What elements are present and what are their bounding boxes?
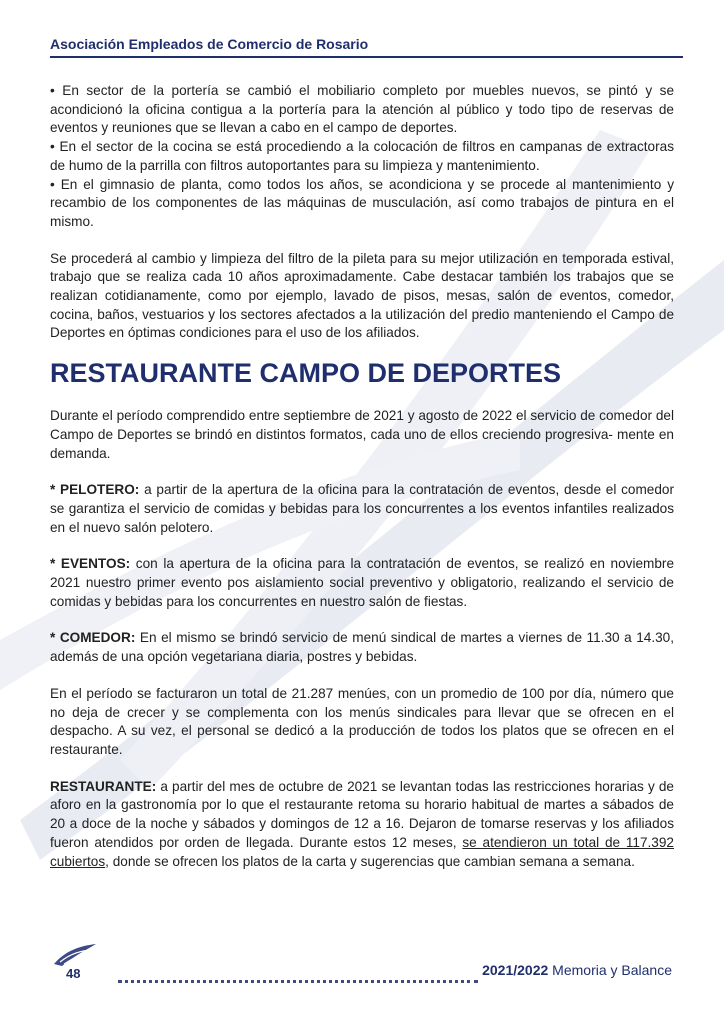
restaurante-underlined-text: se atendieron un total de 117.392 cubiertos bbox=[50, 834, 674, 869]
restaurante-label: RESTAURANTE: bbox=[50, 778, 157, 794]
page-number: 48 bbox=[66, 966, 81, 981]
comedor-paragraph bbox=[50, 629, 674, 666]
footer-label bbox=[482, 962, 672, 978]
restaurante-paragraph bbox=[50, 778, 674, 872]
eventos-text: con la apertura de la oficina para la contratación de eventos, se realizó en noviembre 2021 nuestro primer evento pos aislamiento social preventivo y obligatorio, realizando el servicio de comidas y bebidas para los concurrentes en nuestro salón de fiestas. bbox=[50, 556, 675, 609]
bullet-paragraph: • En sector de la portería se cambió el mobiliario completo por muebles nuevos, se pintó y se acondicionó la oficina contigua a la portería para la atención al público y todo tipo de reservas de eventos y reuniones que se llevan a cabo en el campo de deportes. bbox=[50, 83, 674, 136]
pelotero-text: a partir de la apertura de la oficina para la contratación de eventos, desde el comedor se garantiza el servicio de comidas y bebidas para los concurrentes a los eventos infantiles realizados en el nuevo salón pelotero. bbox=[50, 482, 674, 535]
wing-logo-icon bbox=[52, 942, 98, 968]
header-title: Asociación Empleados de Comercio de Rosario bbox=[50, 36, 369, 52]
intro-paragraph: Durante el período comprendido entre septiembre de 2021 y agosto de 2022 el servicio de comedor del Campo de Deportes se brindó en distintos formatos, cada uno de ellos creciendo progresiva- mente en demanda. bbox=[50, 408, 674, 461]
eventos-paragraph bbox=[50, 555, 674, 611]
bullet-paragraph: • En el sector de la cocina se está procediendo a la colocación de filtros en campanas de extractoras de humo de la parrilla con filtros autoportantes para su limpieza y mantenimiento. bbox=[50, 139, 674, 173]
restaurante-text: a partir del mes de octubre de 2021 se levantan todas las restricciones horarias y de aforo en la gastronomía por lo que el restaurante retoma su horario habitual de martes a sábados de 20 a doce de la noche y sábados y domingos de 12 a 16. Dejaron de tomarse reservas y los afiliados fueron atendidos por orden de llegada. Durante estos 12 meses, bbox=[50, 778, 674, 850]
comedor-label: * COMEDOR: bbox=[50, 630, 136, 646]
eventos-label: * EVENTOS: bbox=[50, 556, 131, 572]
footer-year: 2021/2022 bbox=[482, 962, 549, 978]
pelotero-label: * PELOTERO: bbox=[50, 482, 140, 498]
comedor-text: En el mismo se brindó servicio de menú sindical de martes a viernes de 11.30 a 14.30, además de una opción vegetariana diaria, postres y bebidas. bbox=[50, 630, 674, 665]
header-divider bbox=[50, 56, 683, 58]
footer-dotted-line bbox=[118, 980, 478, 983]
section-title: RESTAURANTE CAMPO DE DEPORTES bbox=[50, 358, 562, 389]
restaurante-text-end: , donde se ofrecen los platos de la carta y sugerencias que cambian semana a semana. bbox=[105, 853, 635, 869]
periodo-paragraph: En el período se facturaron un total de 21.287 menúes, con un promedio de 100 por día, número que no deja de crecer y se complementa con los menús sindicales para llevar que se ofrecen en el despacho. A su vez, el personal se dedicó a la producción de todos los platos que se ofrecen en el restaurante. bbox=[50, 685, 674, 757]
page-content bbox=[50, 82, 674, 871]
footer-title: Memoria y Balance bbox=[548, 962, 672, 978]
pelotero-paragraph bbox=[50, 481, 674, 537]
bullet-paragraph: • En el gimnasio de planta, como todos los años, se acondiciona y se procede al mantenimiento y recambio de los componentes de las máquinas de musculación, así como trabajos de pintura en el mismo. bbox=[50, 176, 674, 229]
body-paragraph: Se procederá al cambio y limpieza del filtro de la pileta para su mejor utilización en temporada estival, trabajo que se realiza cada 10 años aproximadamente. Cabe destacar también los trabajos que se realizan cotidianamente, como por ejemplo, lavado de pisos, mesas, salón de eventos, comedor, cocina, baños, vestuarios y los sectores afectados a la utilización del predio manteniendo el Campo de Deportes en óptimas condiciones para el uso de los afiliados. bbox=[50, 250, 674, 341]
